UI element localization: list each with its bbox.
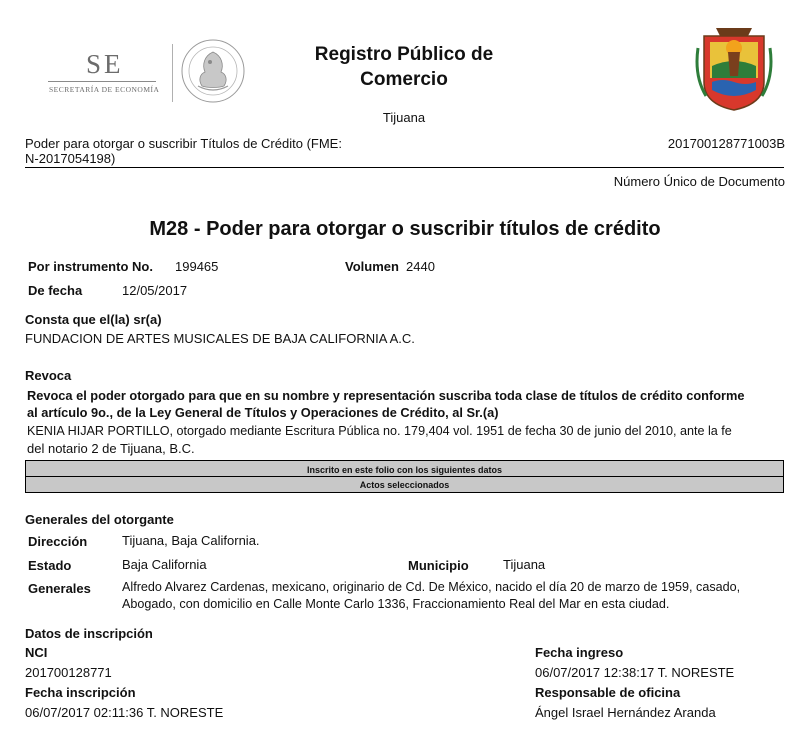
estado-label: Estado — [28, 558, 72, 573]
municipio-value: Tijuana — [503, 557, 546, 572]
inscrito-box-divider — [26, 476, 783, 477]
inscrito-box — [25, 460, 784, 493]
document-number: 201700128771003B — [667, 136, 785, 151]
fecha-ingreso-value: 06/07/2017 12:38:17 T. NORESTE — [535, 665, 735, 680]
direccion-value: Tijuana, Baja California. — [122, 533, 260, 548]
se-logo-subtitle: SECRETARÍA DE ECONOMÍA — [49, 85, 160, 94]
date-label: De fecha — [28, 283, 83, 298]
revoca-bold-line1: Revoca el poder otorgado para que en su nombre y representación suscriba toda clase de títulos de crédito conforme — [27, 388, 745, 403]
nci-value: 201700128771 — [25, 665, 112, 680]
revoca-bold-line2: al artículo 9o., de la Ley General de Títulos y Operaciones de Crédito, al Sr.(a) — [27, 405, 499, 420]
se-logo-letters: SE — [86, 49, 124, 79]
revoca-text-line1: KENIA HIJAR PORTILLO, otorgado mediante Escritura Pública no. 179,404 vol. 1951 de fecha 30 de junio del 2010, ante la fe — [27, 424, 732, 438]
inscripcion-section-label: Datos de inscripción — [25, 626, 153, 641]
volume-label: Volumen — [345, 259, 399, 274]
fecha-inscripcion-value: 06/07/2017 02:11:36 T. NORESTE — [25, 705, 224, 720]
revoca-text-line2: del notario 2 de Tijuana, B.C. — [27, 441, 195, 456]
se-logo-rule — [48, 81, 156, 82]
inscrito-box-line2: Actos seleccionados — [359, 480, 450, 490]
responsable-value: Ángel Israel Hernández Aranda — [535, 705, 716, 720]
se-logo — [48, 49, 160, 96]
estado-value: Baja California — [122, 557, 207, 572]
volume-value: 2440 — [406, 259, 435, 274]
baja-california-coat-of-arms-icon — [694, 26, 774, 112]
registry-title-line1: Registro Público de — [314, 44, 494, 65]
revoca-label: Revoca — [25, 368, 72, 383]
generales-label: Generales — [28, 581, 91, 596]
mexico-eagle-seal-icon — [180, 38, 246, 104]
fecha-inscripcion-label: Fecha inscripción — [25, 685, 136, 700]
logo-divider — [172, 44, 173, 102]
inscrito-box-line1: Inscrito en este folio con los siguientes datos — [306, 465, 503, 475]
nci-label: NCI — [25, 645, 48, 660]
instrument-number-label: Por instrumento No. — [28, 259, 153, 274]
instrument-number-value: 199465 — [175, 259, 219, 274]
consta-label: Consta que el(la) sr(a) — [25, 312, 162, 327]
direccion-label: Dirección — [28, 534, 88, 549]
main-title: M28 - Poder para otorgar o suscribir títulos de crédito — [149, 218, 661, 240]
generales-line2: Abogado, con domicilio en Calle Monte Carlo 1336, Fraccionamiento Real del Mar en esta ciudad. — [122, 597, 670, 611]
header-divider — [25, 167, 784, 168]
consta-value: FUNDACION DE ARTES MUSICALES DE BAJA CALIFORNIA A.C. — [25, 331, 415, 346]
registry-title-line2: Comercio — [360, 69, 448, 90]
municipio-label: Municipio — [408, 558, 469, 573]
document-number-label: Número Único de Documento — [613, 174, 785, 189]
generales-line1: Alfredo Alvarez Cardenas, mexicano, originario de Cd. De México, nacido el día 20 de marzo de 1959, casado, — [122, 580, 741, 594]
responsable-label: Responsable de oficina — [535, 685, 681, 700]
act-name-line2: N-2017054198) — [25, 151, 116, 166]
city-label: Tijuana — [382, 110, 426, 125]
act-name-line1: Poder para otorgar o suscribir Títulos de Crédito (FME: — [25, 136, 342, 151]
otorgante-section-label: Generales del otorgante — [25, 512, 174, 527]
fecha-ingreso-label: Fecha ingreso — [535, 645, 624, 660]
date-value: 12/05/2017 — [122, 283, 188, 298]
